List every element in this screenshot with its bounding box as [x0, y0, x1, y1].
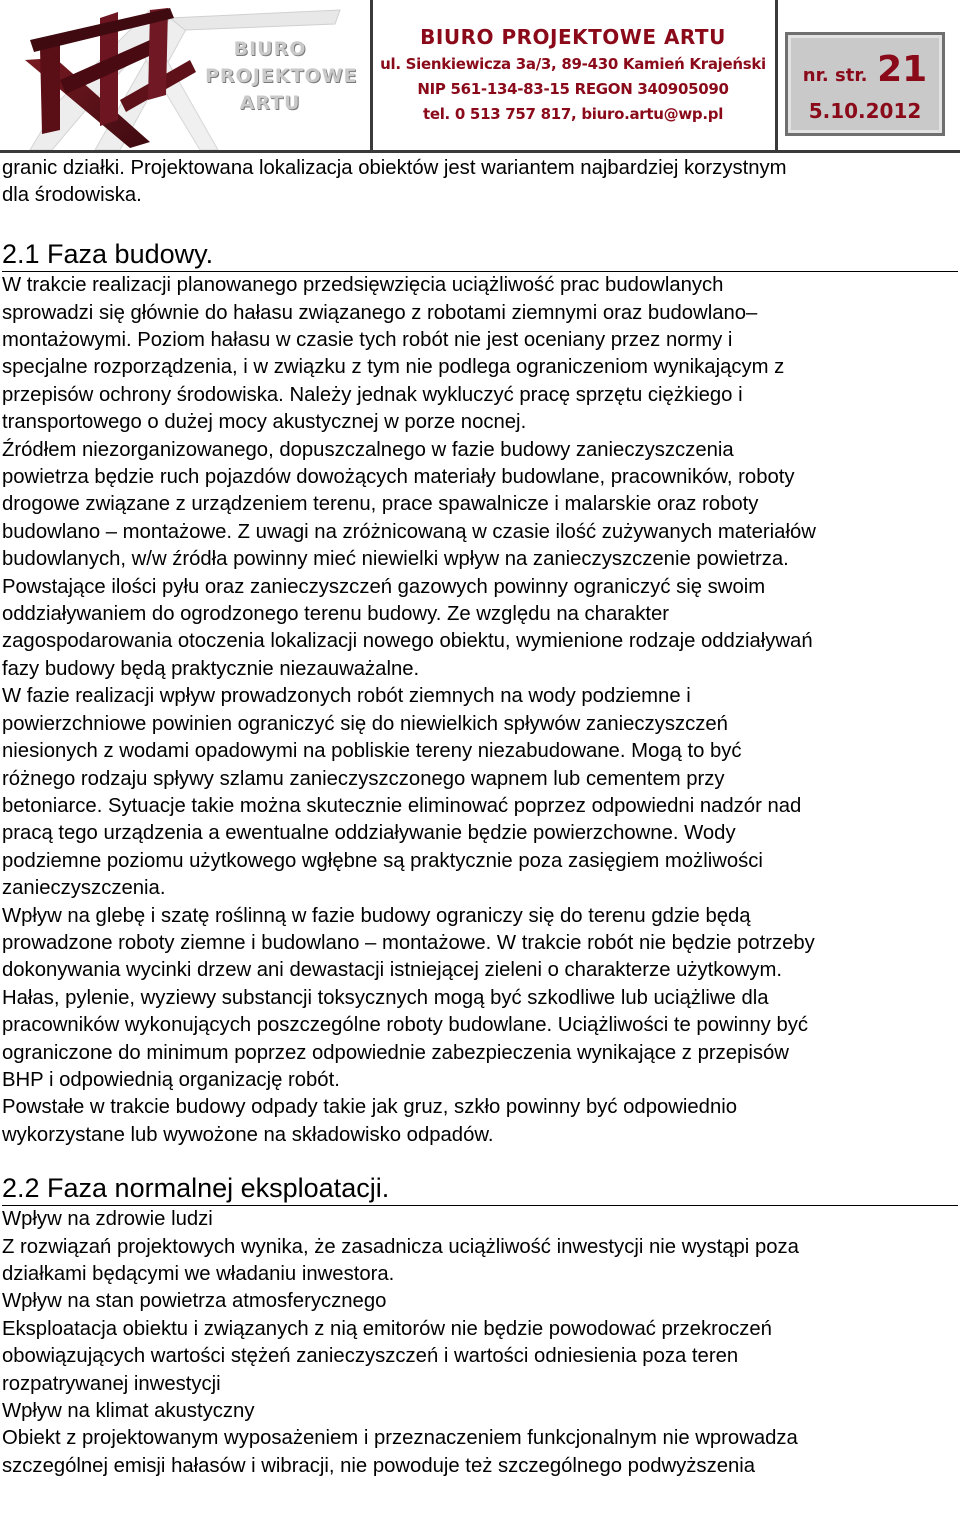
text-line: specjalne rozporządzenia, i w związku z tym nie podlega ograniczeniom wynikającym z — [2, 356, 785, 379]
text-line: ograniczone do minimum poprzez odpowiednie zabezpieczenia wynikające z przepisów — [2, 1041, 789, 1064]
text-line: zanieczyszczenia. — [2, 877, 166, 900]
text-line: pracą tego urządzenia a ewentualne oddziaływanie będzie powierzchowne. Wody — [2, 822, 736, 845]
text-line: obowiązujących wartości stężeń zanieczyszczeń i wartości odniesienia poza teren — [2, 1345, 739, 1368]
text-line: fazy budowy będą praktycznie niezauważalne. — [2, 657, 420, 680]
text-line: Wpływ na klimat akustyczny — [2, 1400, 255, 1423]
text-line: oddziaływaniem do ogrodzonego terenu budowy. Ze względu na charakter — [2, 603, 670, 626]
header-divider-left — [370, 0, 373, 150]
text-line: różnego rodzaju spływy szlamu zanieczyszczonego wapnem lub cementem przy — [2, 767, 725, 790]
text-line: granic działki. Projektowana lokalizacja obiektów jest wariantem najbardziej korzystnym — [2, 157, 787, 179]
text-line: W fazie realizacji wpływ prowadzonych robót ziemnych na wody podziemne i — [2, 685, 691, 708]
company-address: ul. Sienkiewicza 3a/3, 89-430 Kamień Krajeński — [380, 55, 766, 73]
logo-word-3: ARTU — [239, 92, 301, 114]
text-line: budowlano – montażowe. Z uwagi na zróżnicowaną w czasie ilość zużywanych materiałów — [2, 520, 816, 543]
text-line: BHP i odpowiednią organizację robót. — [2, 1068, 340, 1091]
text-line: Wpływ na stan powietrza atmosferycznego — [2, 1290, 387, 1313]
text-line: niesionych z wodami opadowymi na pobliskie tereny niezabudowane. Mogą to być — [2, 740, 742, 763]
company-contact: tel. 0 513 757 817, biuro.artu@wp.pl — [422, 105, 724, 123]
text-line: budowlanych, w/w źródła powinny mieć niewielki wpływ na zanieczyszczenie powietrza. — [2, 548, 789, 571]
logo-word-1: BIURO — [233, 38, 307, 60]
text-line: prowadzone roboty ziemne i budowlano – montażowe. W trakcie robót nie będzie potrzeby — [2, 931, 815, 954]
text-line: Wpływ na glebę i szatę roślinną w fazie budowy ograniczy się do terenu gdzie będą — [2, 904, 751, 927]
header-bottom-rule — [0, 150, 960, 153]
document-date: 5.10.2012 — [808, 99, 922, 123]
text-line: rozpatrywanej inwestycji — [2, 1372, 221, 1395]
company-info — [374, 22, 772, 127]
text-line: zagospodarowania otoczenia lokalizacji nowego obiektu, wymienione rodzaje oddziaływań — [2, 630, 813, 653]
document-body — [2, 155, 958, 1480]
section-heading-construction: 2.1 Faza budowy. — [2, 237, 958, 272]
logo-wordmark — [205, 36, 358, 117]
text-line: Z rozwiązań projektowych wynika, że zasadnicza uciążliwość inwestycji nie wystąpi poza — [2, 1235, 799, 1258]
text-line: montażowymi. Poziom hałasu w czasie tych robót nie jest oceniany przez normy i — [2, 329, 733, 352]
text-line: sprowadzi się głównie do hałasu związanego z robotami ziemnymi oraz budowlano– — [2, 301, 758, 324]
text-line: pracowników wykonujących poszczególne roboty budowlane. Uciążliwości te powinny być — [2, 1014, 809, 1037]
text-line: dokonywania wycinki drzew ani dewastacji istniejącej zieleni o charakterze użytkowym. — [2, 959, 783, 982]
header-divider-right — [775, 0, 778, 150]
page-number: 21 — [877, 49, 928, 90]
section-construction-text — [2, 272, 958, 1149]
text-line: Powstałe w trakcie budowy odpady takie jak gruz, szkło powinny być odpowiednio — [2, 1096, 738, 1119]
text-line: betoniarce. Sytuacje takie można skutecznie eliminować poprzez odpowiedni nadzór nad — [2, 794, 802, 817]
company-registry: NIP 561-134-83-15 REGON 340905090 — [417, 80, 729, 98]
text-line: działkami będącymi we władaniu inwestora. — [2, 1263, 395, 1286]
page-label: nr. str. — [802, 65, 868, 86]
text-line: W trakcie realizacji planowanego przedsięwzięcia uciążliwość prac budowlanych — [2, 274, 724, 297]
text-line: powietrza będzie ruch pojazdów dowożących materiały budowlane, pracowników, roboty — [2, 466, 795, 489]
text-line: Obiekt z projektowanym wyposażeniem i przeznaczeniem funkcjonalnym nie wprowadza — [2, 1427, 798, 1450]
company-name: BIURO PROJEKTOWE ARTU — [420, 25, 726, 49]
text-line: przepisów ochrony środowiska. Należy jednak wykluczyć pracę sprzętu ciężkiego i — [2, 383, 743, 406]
company-logo — [0, 0, 368, 150]
text-line: Powstające ilości pyłu oraz zanieczyszczeń gazowych powinny ograniczyć się swoim — [2, 575, 766, 598]
section-operation-text — [2, 1206, 958, 1480]
text-line: powierzchniowe powinien ograniczyć się do niewielkich spływów zanieczyszczeń — [2, 712, 728, 735]
text-line: drogowe związane z urządzeniem terenu, prace spawalnicze i malarskie oraz roboty — [2, 493, 759, 516]
text-line: Wpływ na zdrowie ludzi — [2, 1208, 213, 1231]
page-number-box — [785, 32, 945, 136]
section-heading-operation: 2.2 Faza normalnej eksploatacji. — [2, 1171, 958, 1206]
page-header — [0, 0, 960, 152]
text-line: dla środowiska. — [2, 184, 142, 207]
logo-word-2: PROJEKTOWE — [205, 65, 358, 87]
text-line: Hałas, pylenie, wyziewy substancji toksycznych mogą być szkodliwe lub uciążliwe dla — [2, 986, 769, 1009]
text-line: Eksploatacja obiektu i związanych z nią emitorów nie będzie powodować przekroczeń — [2, 1317, 772, 1340]
text-line: podziemne poziomu użytkowego wgłębne są praktycznie poza zasięgiem możliwości — [2, 849, 763, 872]
text-line: szczególnej emisji hałasów i wibracji, nie powoduje też szczególnego podwyższenia — [2, 1454, 756, 1477]
text-line: transportowego o dużej mocy akustycznej w porze nocnej. — [2, 411, 527, 434]
text-line: wykorzystane lub wywożone na składowisko odpadów. — [2, 1123, 494, 1146]
text-line: Źródłem niezorganizowanego, dopuszczalnego w fazie budowy zanieczyszczenia — [2, 438, 734, 461]
intro-paragraph — [2, 155, 958, 210]
